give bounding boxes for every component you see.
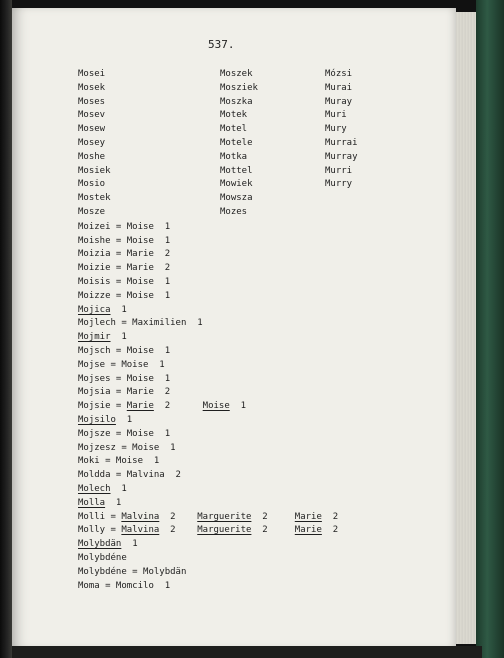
- name-entry: Murray: [325, 151, 358, 162]
- linked-name: Marie: [294, 511, 322, 522]
- entry-text: Molybdéne: [78, 553, 127, 563]
- name-entry: Mostek: [78, 193, 111, 204]
- index-entry: [78, 345, 170, 357]
- name-entry: Murrai: [325, 138, 358, 148]
- entry-text: Moma = Momcilo 1: [78, 580, 171, 591]
- entry-text: Mojse = Moise 1: [78, 359, 165, 370]
- entry-text: 2: [153, 401, 203, 412]
- index-entry: [78, 317, 203, 329]
- entry-text: 1: [115, 415, 133, 425]
- index-entry: [78, 469, 181, 481]
- index-entry: [78, 566, 186, 578]
- linked-name: Molech: [78, 484, 111, 494]
- linked-name: Marguerite: [197, 511, 252, 522]
- book-spine-left: [0, 0, 12, 658]
- index-entry: [78, 373, 170, 385]
- entry-text: Moki = Moise 1: [78, 456, 160, 467]
- entry-text: Moizie = Marie 2: [78, 263, 171, 274]
- name-entry: Mosiek: [78, 165, 111, 176]
- entry-text: Mojsze = Moise 1: [78, 428, 171, 439]
- entry-text: 2: [159, 525, 198, 536]
- name-entry: Mozes: [220, 207, 248, 217]
- linked-name: Molla: [78, 497, 106, 508]
- name-entry: Mosew: [78, 124, 106, 135]
- name-entry: Mury: [325, 124, 347, 135]
- entry-text: Molli =: [78, 511, 122, 522]
- index-entry: [78, 511, 338, 523]
- page-number: 537.: [208, 38, 235, 51]
- index-entry: [78, 400, 246, 412]
- index-entry: [78, 538, 138, 550]
- name-entry: Mottel: [220, 165, 253, 176]
- entry-text: 2: [321, 525, 339, 536]
- entry-text: 1: [110, 332, 127, 343]
- name-entry: Mózsi: [325, 69, 353, 79]
- name-entry: Motek: [220, 110, 248, 121]
- entry-text: Moldda = Malvina 2: [78, 470, 181, 481]
- entry-text: 1: [105, 497, 122, 508]
- index-entry: [78, 262, 170, 274]
- entry-text: Moizia = Marie 2: [78, 249, 171, 260]
- entry-text: Molly =: [78, 525, 122, 536]
- name-entry: Mosziek: [220, 82, 258, 93]
- entry-text: 2: [321, 511, 339, 522]
- index-entry: [78, 414, 132, 426]
- entry-text: 2: [159, 511, 198, 522]
- entry-text: 1: [229, 401, 247, 412]
- page-edges: [456, 12, 476, 644]
- entry-text: Mojlech = Maximilien 1: [78, 318, 203, 329]
- index-entry: [78, 455, 159, 467]
- linked-name: Marie: [126, 401, 154, 412]
- book-cover-right: [476, 0, 504, 658]
- entry-text: Moisis = Moise 1: [78, 277, 171, 287]
- name-entry: Mosio: [78, 179, 106, 190]
- index-entry: [78, 276, 170, 288]
- index-entry: [78, 428, 170, 440]
- index-entry: [78, 580, 170, 592]
- entry-text: 2: [251, 525, 295, 536]
- index-entry: [78, 331, 127, 343]
- entry-text: 1: [121, 539, 138, 550]
- entry-text: 2: [251, 511, 295, 522]
- name-entry: Mosei: [78, 69, 106, 79]
- linked-name: Malvina: [121, 525, 160, 536]
- name-entry: Motele: [220, 138, 253, 148]
- entry-text: 1: [110, 484, 127, 494]
- index-entry: [78, 497, 121, 509]
- linked-name: Marie: [294, 525, 322, 536]
- entry-text: Moizei = Moise 1: [78, 221, 171, 232]
- entry-text: Mojsch = Moise 1: [78, 346, 171, 356]
- name-entry: Moszek: [220, 69, 253, 79]
- name-entry: Moszka: [220, 96, 253, 107]
- linked-name: Molybdän: [78, 539, 122, 550]
- entry-text: Mojsia = Marie 2: [78, 387, 171, 398]
- index-entry: [78, 552, 127, 564]
- index-entry: [78, 524, 338, 536]
- index-entry: [78, 290, 170, 302]
- name-entry: Mowsza: [220, 193, 253, 204]
- name-entry: Moshe: [78, 151, 106, 162]
- entry-text: 1: [110, 304, 127, 315]
- name-entry: Mosek: [78, 82, 106, 93]
- linked-name: Mojica: [78, 304, 111, 315]
- name-entry: Murri: [325, 165, 353, 176]
- index-entry: [78, 442, 176, 454]
- index-entry: [78, 304, 127, 316]
- book-cover-bottom: [12, 646, 482, 658]
- name-entry: Muray: [325, 96, 353, 107]
- entry-text: Mojses = Moise 1: [78, 373, 171, 384]
- entry-text: Mojzesz = Moise 1: [78, 442, 176, 453]
- index-entry: [78, 221, 170, 233]
- name-entry: Mosze: [78, 207, 106, 217]
- entry-text: Molybdéne = Molybdän: [78, 566, 187, 577]
- name-entry: Muri: [325, 110, 347, 121]
- name-entry: Motel: [220, 124, 248, 135]
- index-entry: [78, 483, 127, 495]
- name-entry: Murry: [325, 179, 353, 190]
- linked-name: Moise: [202, 401, 230, 412]
- linked-name: Mojmir: [78, 332, 111, 343]
- name-entry: Murai: [325, 82, 353, 93]
- linked-name: Marguerite: [197, 525, 252, 536]
- linked-name: Mojsilo: [78, 415, 116, 425]
- linked-name: Malvina: [121, 511, 160, 522]
- entry-text: Moishe = Moise 1: [78, 235, 171, 246]
- index-entry: [78, 248, 170, 260]
- name-entry: Mosey: [78, 138, 106, 148]
- entry-text: Mojsie =: [78, 401, 127, 412]
- name-entry: Moses: [78, 96, 106, 107]
- name-entry: Motka: [220, 151, 248, 162]
- index-entry: [78, 359, 165, 371]
- name-entry: Mosev: [78, 110, 106, 121]
- index-entry: [78, 235, 170, 247]
- index-entry: [78, 386, 170, 398]
- name-entry: Mowiek: [220, 179, 253, 190]
- entry-text: Moizze = Moise 1: [78, 290, 171, 301]
